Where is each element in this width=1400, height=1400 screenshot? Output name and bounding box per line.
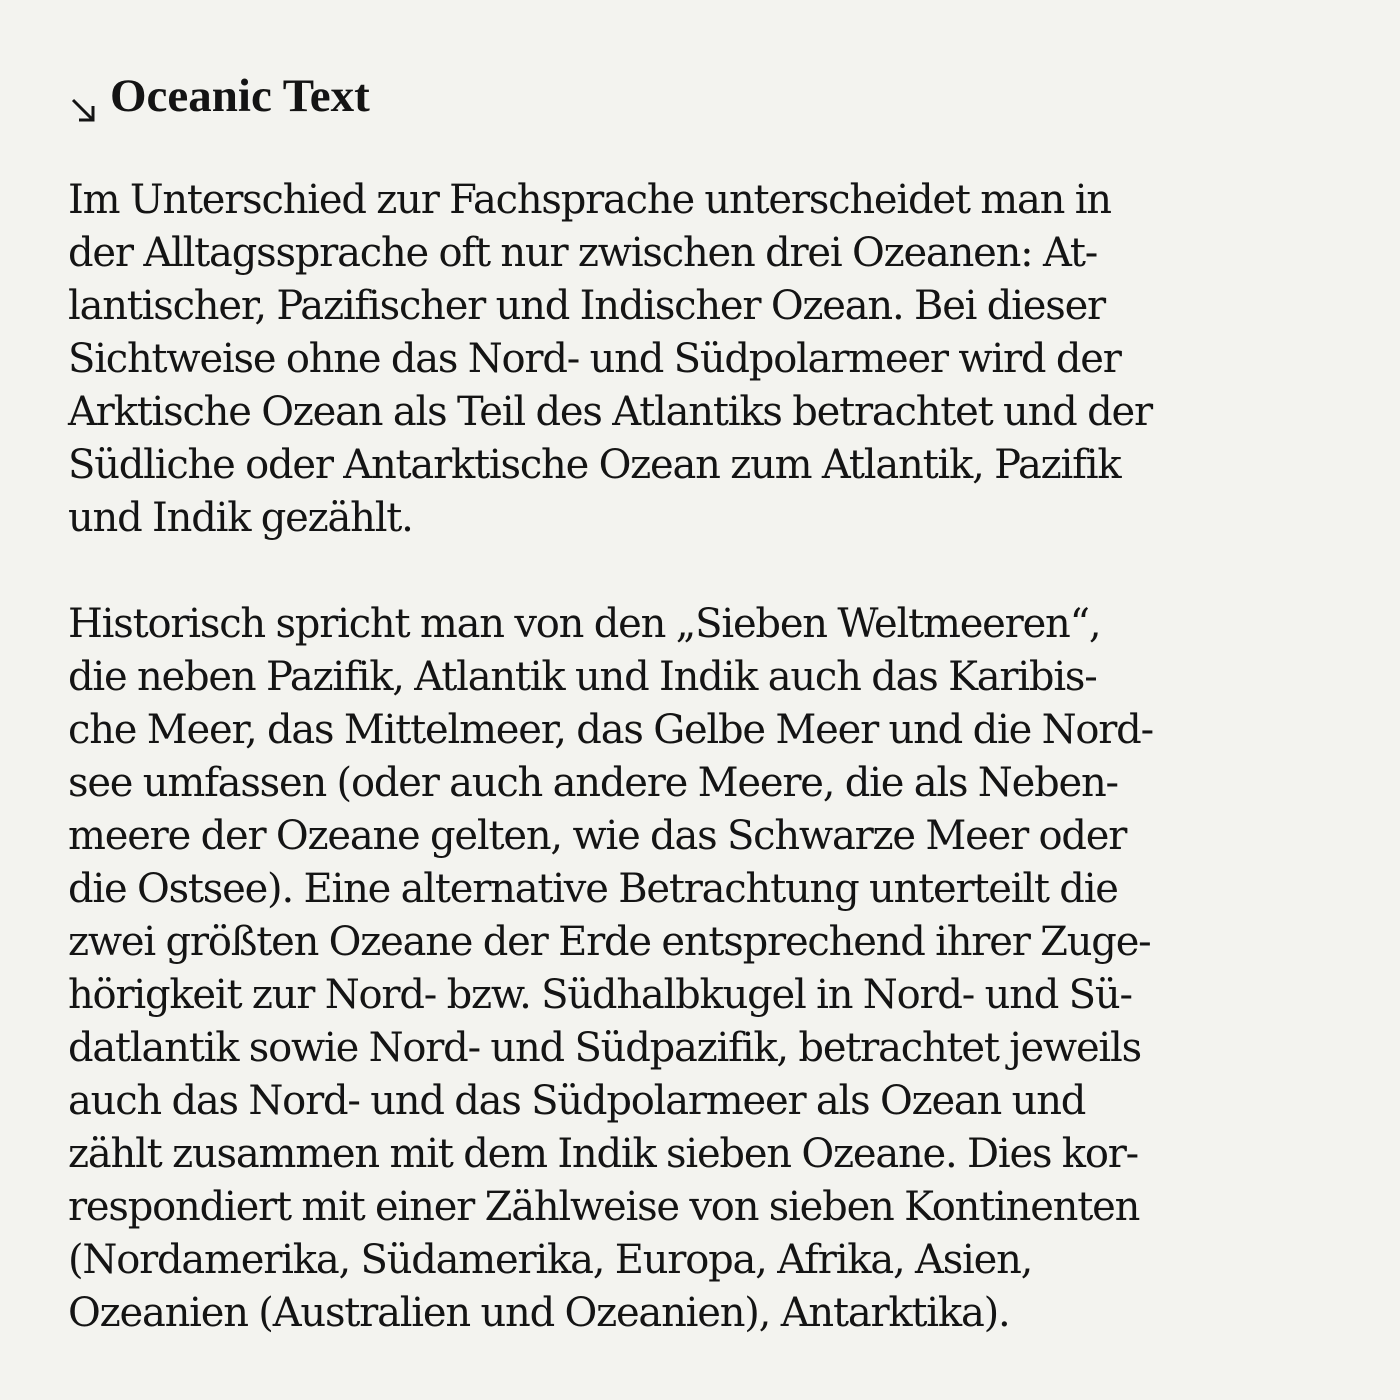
text-line: die Ostsee). Eine alternative Betrachtung unterteilt die <box>68 866 1118 912</box>
text-line: meere der Ozeane gelten, wie das Schwarze Meer oder <box>68 813 1127 859</box>
text-line: Arktische Ozean als Teil des Atlantiks betrachtet und der <box>68 389 1152 435</box>
text-line: (Nordamerika, Südamerika, Europa, Afrika, Asien, <box>68 1237 1033 1283</box>
page-title-text: Oceanic Text <box>110 70 370 122</box>
paragraph-2 <box>68 598 1360 1340</box>
text-line: hörigkeit zur Nord- bzw. Südhalbkugel in Nord- und Sü- <box>68 972 1132 1018</box>
page-title <box>68 68 1360 124</box>
text-line: zählt zusammen mit dem Indik sieben Ozeane. Dies kor- <box>68 1131 1138 1177</box>
text-line: lantischer, Pazifischer und Indischer Ozean. Bei dieser <box>68 283 1105 329</box>
text-line: und Indik gezählt. <box>68 495 413 541</box>
text-line: respondiert mit einer Zählweise von sieben Kontinenten <box>68 1184 1140 1230</box>
text-line: Ozeanien (Australien und Ozeanien), Antarktika). <box>68 1290 1010 1336</box>
text-line: Im Unterschied zur Fachsprache unterscheidet man in <box>68 177 1111 223</box>
text-line: Sichtweise ohne das Nord- und Südpolarmeer wird der <box>68 336 1121 382</box>
text-line: Südliche oder Antarktische Ozean zum Atlantik, Pazifik <box>68 442 1121 488</box>
paragraph-1 <box>68 174 1360 545</box>
text-line: zwei größten Ozeane der Erde entsprechend ihrer Zuge- <box>68 919 1151 965</box>
text-line: see umfassen (oder auch andere Meere, die als Neben- <box>68 760 1118 806</box>
text-line: che Meer, das Mittelmeer, das Gelbe Meer und die Nord- <box>68 707 1153 753</box>
text-line: auch das Nord- und das Südpolarmeer als Ozean und <box>68 1078 1086 1124</box>
text-line: Historisch spricht man von den „Sieben Weltmeeren“, <box>68 601 1101 647</box>
text-line: der Alltagssprache oft nur zwischen drei Ozeanen: At- <box>68 230 1098 276</box>
arrow-down-right-icon <box>68 84 100 116</box>
text-line: die neben Pazifik, Atlantik und Indik auch das Karibis- <box>68 654 1097 700</box>
text-line: datlantik sowie Nord- und Südpazifik, betrachtet jeweils <box>68 1025 1141 1071</box>
